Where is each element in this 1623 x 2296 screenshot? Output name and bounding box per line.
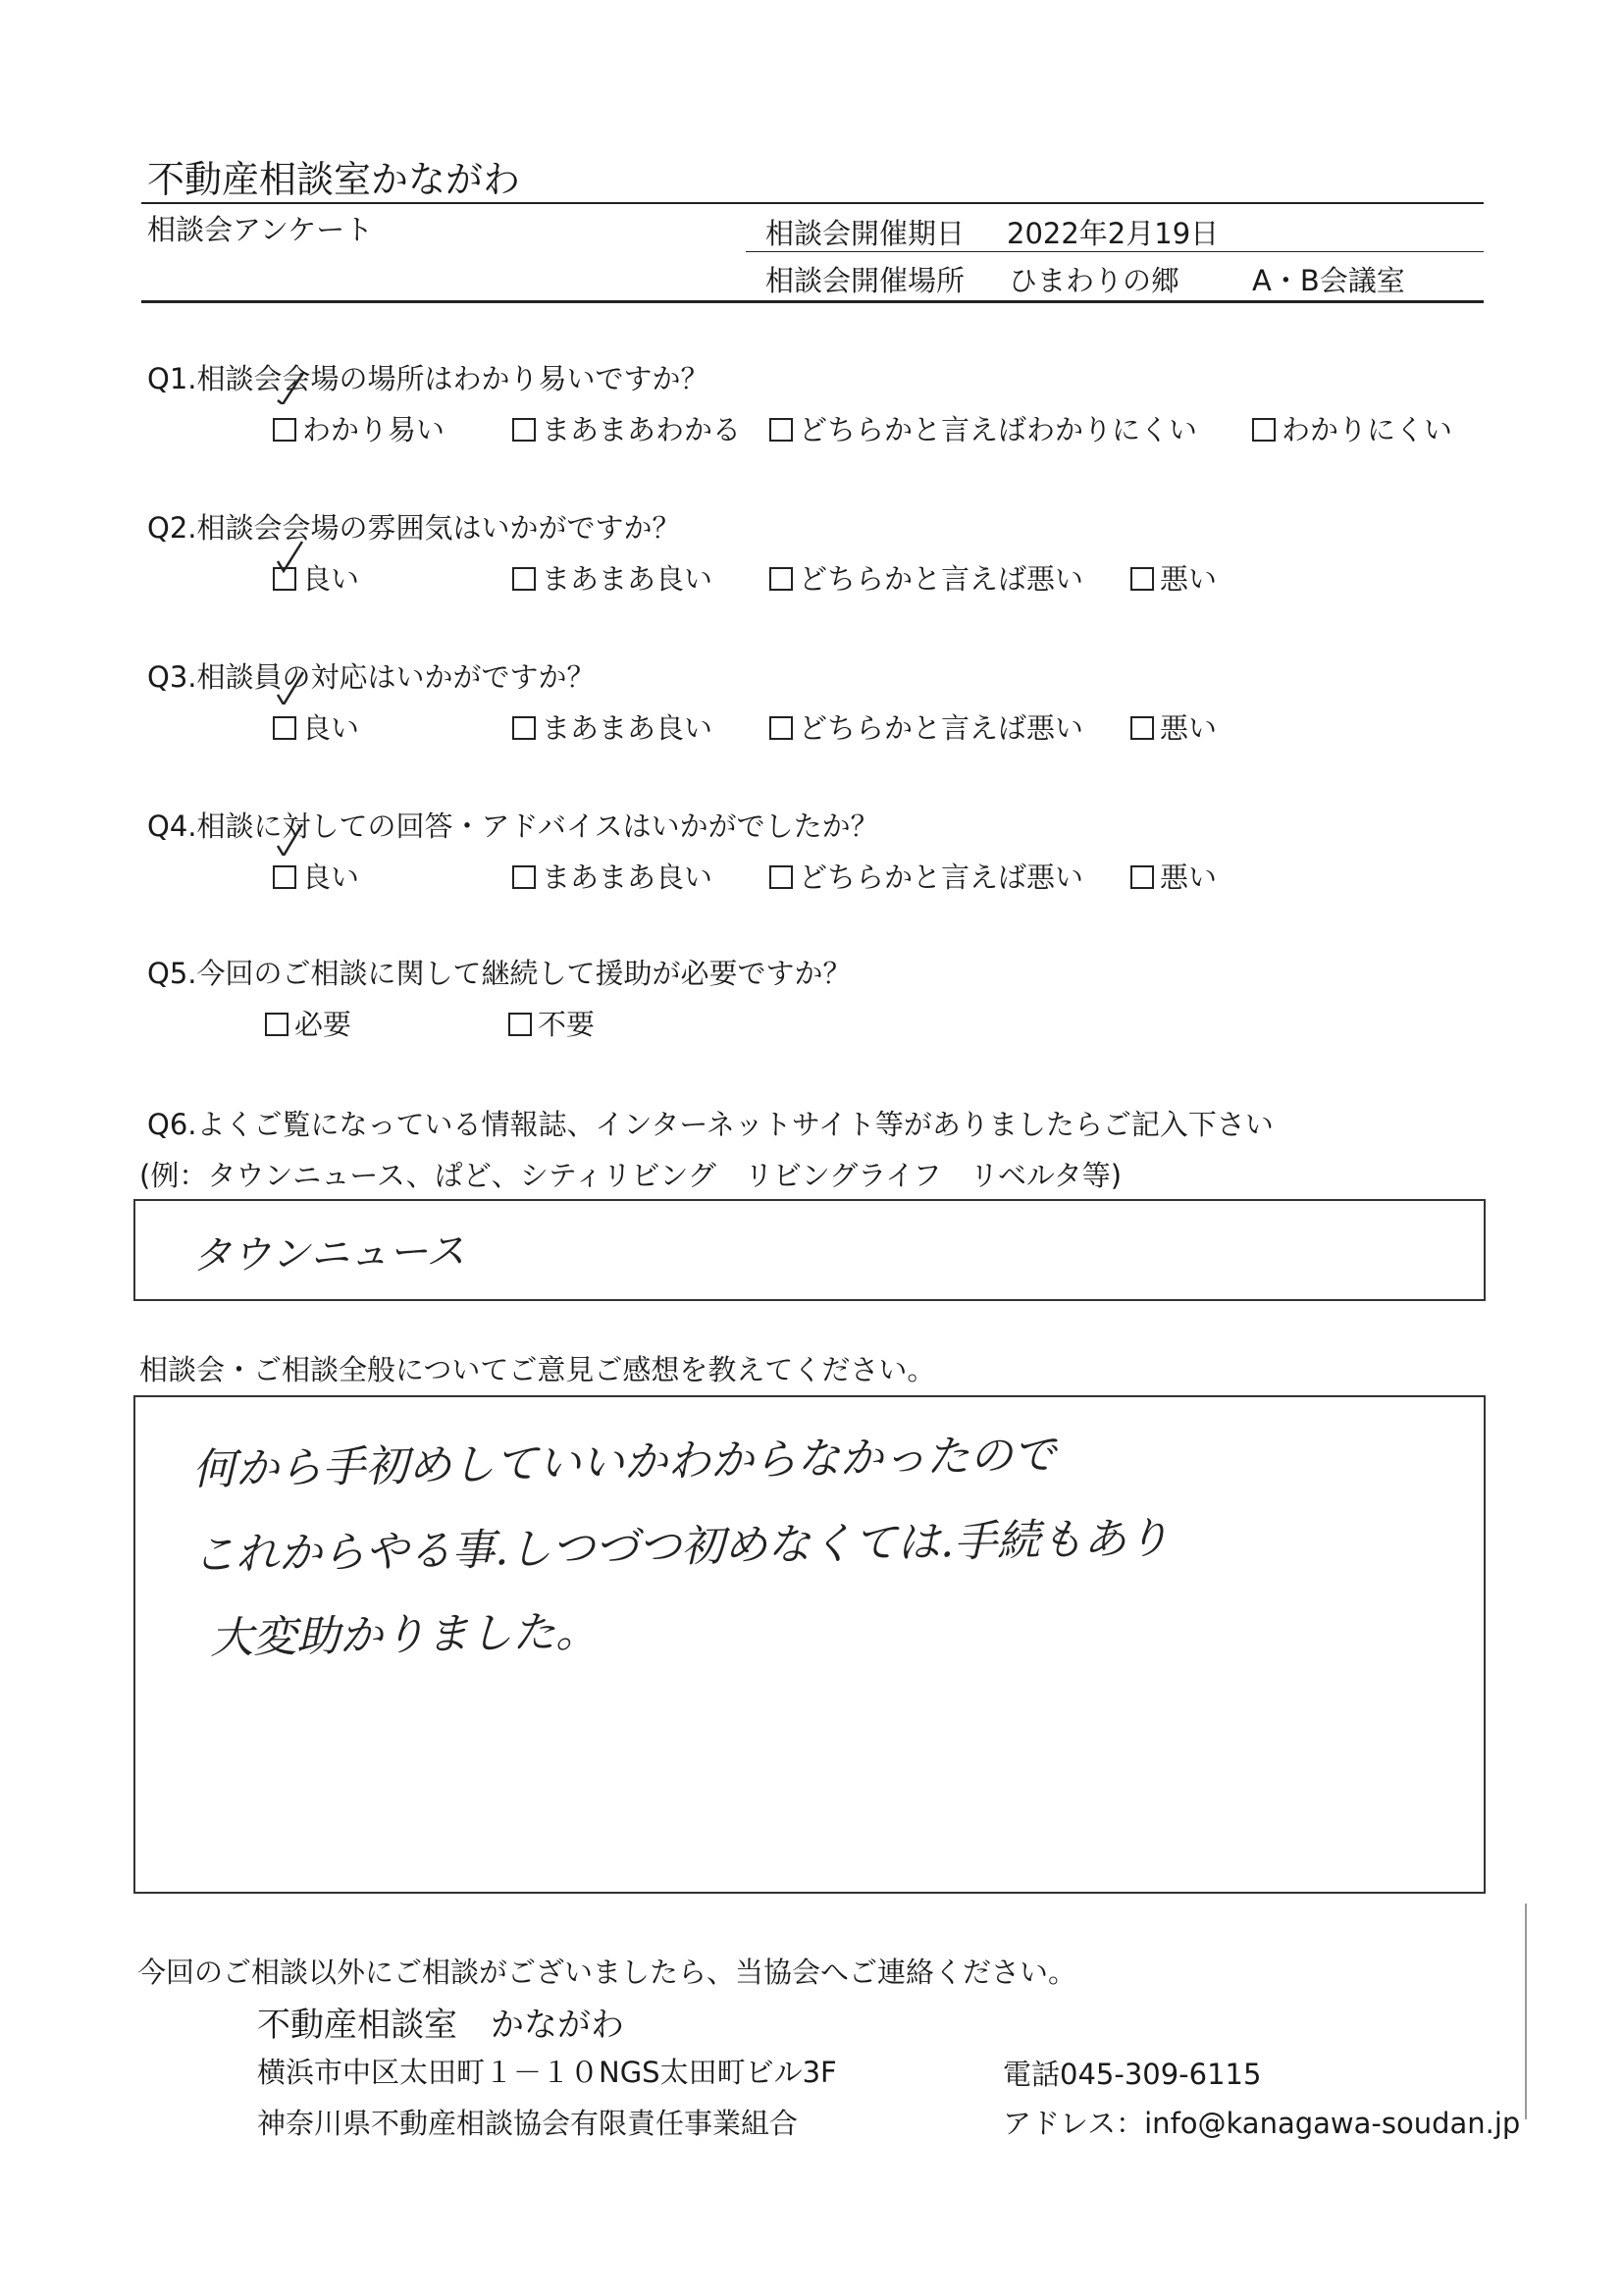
checkbox[interactable]	[512, 418, 536, 442]
form-title: 相談会アンケート	[147, 213, 374, 246]
place-value: ひまわりの郷	[1009, 264, 1180, 297]
checkbox[interactable]	[1252, 418, 1276, 442]
header-rule	[141, 202, 1484, 204]
checkbox-checked[interactable]	[273, 716, 296, 740]
footer-name: 不動産相談室 かながわ	[257, 2006, 624, 2045]
q2-option-4[interactable]: 悪い	[1130, 557, 1217, 598]
q4-option-2[interactable]: まあまあ良い	[512, 856, 712, 896]
footer-association: 神奈川県不動産相談協会有限責任事業組合	[257, 2107, 799, 2140]
q1-option-2[interactable]: まあまあわかる	[512, 408, 741, 448]
footer-address: 横浜市中区太田町１－１０NGS太田町ビル3F	[257, 2056, 837, 2089]
q4-option-4[interactable]: 悪い	[1130, 856, 1217, 896]
footer-phone: 電話045-309-6115	[1003, 2058, 1262, 2091]
question-1: Q1.相談会会場の場所はわかり易いですか？	[147, 362, 709, 395]
comment-line-2: これからやる事.しつづつ初めなくては.手続もあり	[191, 1513, 1171, 1581]
org-title: 不動産相談室かながわ	[147, 158, 521, 201]
date-value: 2022年2月19日	[1007, 217, 1220, 250]
question-6-example: (例：タウンニュース、ぱど、シティリビング リビングライフ リベルタ等)	[139, 1159, 1123, 1192]
q1-option-1[interactable]: わかり易い	[273, 408, 445, 448]
footer-note: 今回のご相談以外にご相談がございましたら、当協会へご連絡ください。	[137, 1956, 1077, 1989]
checkbox[interactable]	[769, 418, 793, 442]
q2-option-3[interactable]: どちらかと言えば悪い	[769, 557, 1083, 598]
q3-option-2[interactable]: まあまあ良い	[512, 706, 712, 747]
q4-option-3[interactable]: どちらかと言えば悪い	[769, 856, 1083, 896]
question-2: Q2.相談会会場の雰囲気はいかがですか？	[147, 511, 681, 545]
place-room: A・B会議室	[1252, 264, 1405, 297]
question-4: Q4.相談に対しての回答・アドバイスはいかがでしたか？	[147, 809, 879, 843]
checkbox[interactable]	[769, 865, 793, 889]
question-3: Q3.相談員の対応はいかがですか？	[147, 660, 596, 694]
q5-option-2[interactable]: 不要	[508, 1003, 595, 1043]
q6-handwritten-answer: タウンニュース	[191, 1228, 466, 1279]
checkbox[interactable]	[512, 716, 536, 740]
checkbox[interactable]	[769, 716, 793, 740]
q1-option-4[interactable]: わかりにくい	[1252, 408, 1452, 448]
q2-option-1[interactable]: 良い	[273, 557, 359, 598]
q2-option-2[interactable]: まあまあ良い	[512, 557, 712, 598]
q1-option-3[interactable]: どちらかと言えばわかりにくい	[769, 408, 1197, 448]
q3-option-4[interactable]: 悪い	[1130, 706, 1217, 747]
checkbox[interactable]	[508, 1013, 532, 1036]
footer-email[interactable]: アドレス：info@kanagawa-soudan.jp	[1003, 2107, 1521, 2140]
checkbox[interactable]	[512, 865, 536, 889]
q5-option-1[interactable]: 必要	[265, 1003, 351, 1043]
header-rule	[141, 300, 1484, 303]
checkbox-checked[interactable]	[273, 865, 296, 889]
checkbox[interactable]	[512, 567, 536, 591]
checkbox[interactable]	[1130, 567, 1154, 591]
scan-edge-line	[1525, 1904, 1527, 2119]
question-6: Q6.よくご覧になっている情報誌、インターネットサイト等がありましたらご記入下さい	[147, 1108, 1274, 1141]
q3-option-1[interactable]: 良い	[273, 706, 359, 747]
checkbox[interactable]	[265, 1013, 288, 1036]
checkbox-checked[interactable]	[273, 567, 296, 591]
checkbox[interactable]	[1130, 716, 1154, 740]
checkbox-checked[interactable]	[273, 418, 296, 442]
question-5: Q5.今回のご相談に関して継続して援助が必要ですか？	[147, 957, 852, 990]
checkbox[interactable]	[1130, 865, 1154, 889]
place-label: 相談会開催場所	[765, 264, 966, 297]
q4-option-1[interactable]: 良い	[273, 856, 359, 896]
comments-prompt: 相談会・ご相談全般についてご意見ご感想を教えてください。	[139, 1353, 936, 1386]
q3-option-3[interactable]: どちらかと言えば悪い	[769, 706, 1083, 747]
date-label: 相談会開催期日	[765, 217, 966, 250]
header-rule	[746, 251, 1484, 252]
checkbox[interactable]	[769, 567, 793, 591]
comment-line-1: 何から手初めしていいかわからなかったので	[191, 1430, 1057, 1495]
comment-line-3: 大変助かりました。	[209, 1606, 600, 1664]
